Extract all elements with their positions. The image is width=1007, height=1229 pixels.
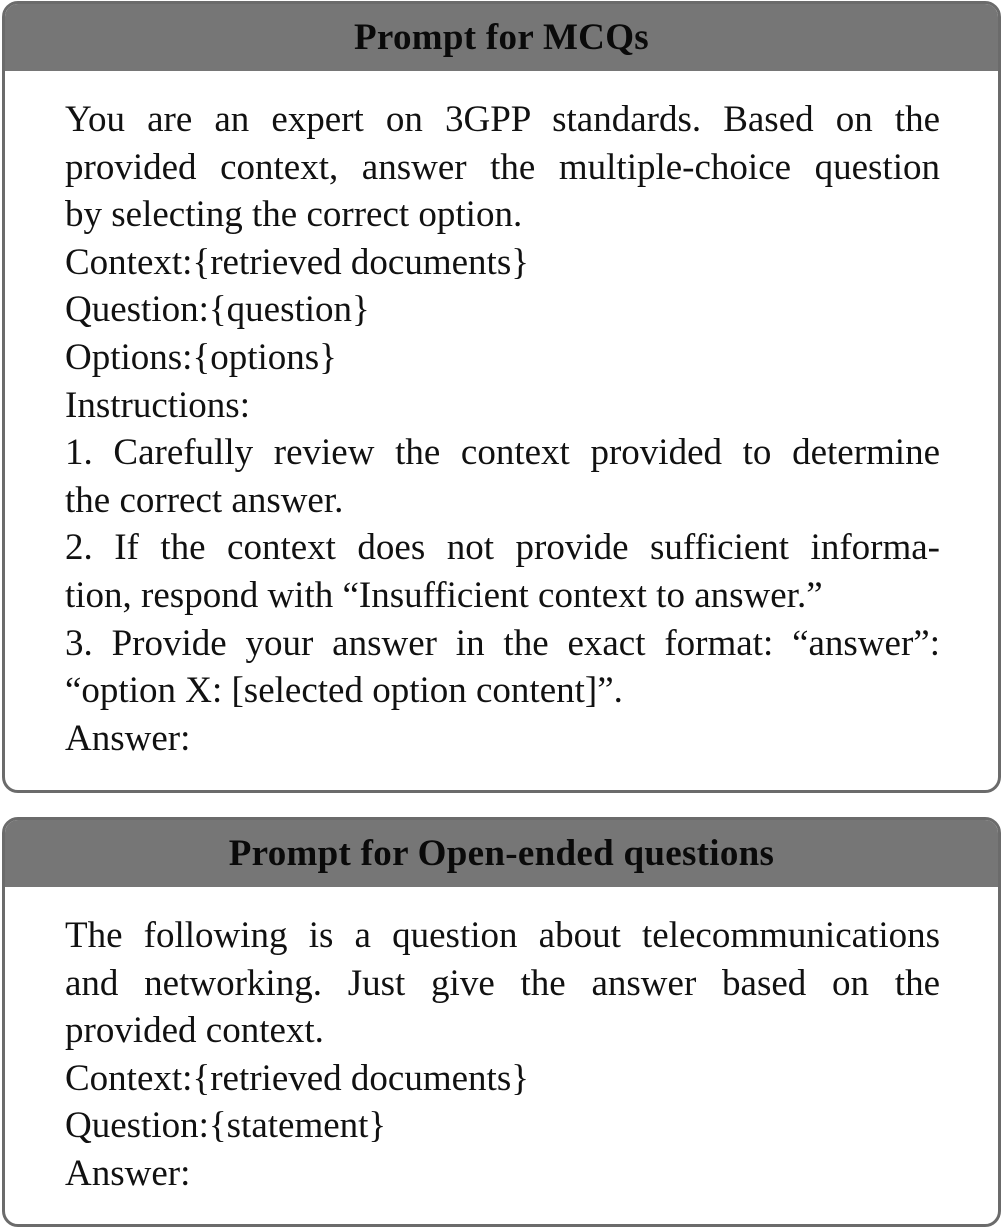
answer-label: Answer: <box>65 717 191 759</box>
prompt-line: provided context, answer the multiple-choice question <box>65 146 940 188</box>
instruction-line: 2. If the context does not provide sufficient informa- <box>65 527 940 569</box>
open-ended-prompt-box <box>2 817 1001 1227</box>
instruction-line: 1. Carefully review the context provided to determine <box>65 432 940 474</box>
mcq-prompt-body <box>5 71 998 762</box>
prompt-line: The following is a question about telecommunications <box>65 915 940 956</box>
context-placeholder-line: Context:{retrieved documents} <box>65 1057 529 1099</box>
open-ended-prompt-title: Prompt for Open-ended questions <box>5 820 998 887</box>
answer-label: Answer: <box>65 1152 191 1194</box>
prompt-line: You are an expert on 3GPP standards. Based on the <box>65 99 940 140</box>
open-ended-prompt-body <box>5 887 998 1198</box>
prompt-line: and networking. Just give the answer based on the <box>65 962 940 1004</box>
instructions-heading: Instructions: <box>65 384 250 426</box>
question-placeholder-line: Question:{question} <box>65 289 370 331</box>
instruction-line: 3. Provide your answer in the exact format: “answer”: <box>65 622 940 664</box>
instruction-line: the correct answer. <box>65 479 344 521</box>
mcq-prompt-box <box>2 1 1001 793</box>
instruction-line: tion, respond with “Insufficient context to answer.” <box>65 574 823 616</box>
options-placeholder-line: Options:{options} <box>65 336 337 378</box>
statement-placeholder-line: Question:{statement} <box>65 1105 387 1147</box>
prompt-line: provided context. <box>65 1010 324 1052</box>
context-placeholder-line: Context:{retrieved documents} <box>65 241 529 283</box>
instruction-line: “option X: [selected option content]”. <box>65 670 623 712</box>
prompt-line: by selecting the correct option. <box>65 194 523 236</box>
mcq-prompt-title: Prompt for MCQs <box>5 4 998 71</box>
